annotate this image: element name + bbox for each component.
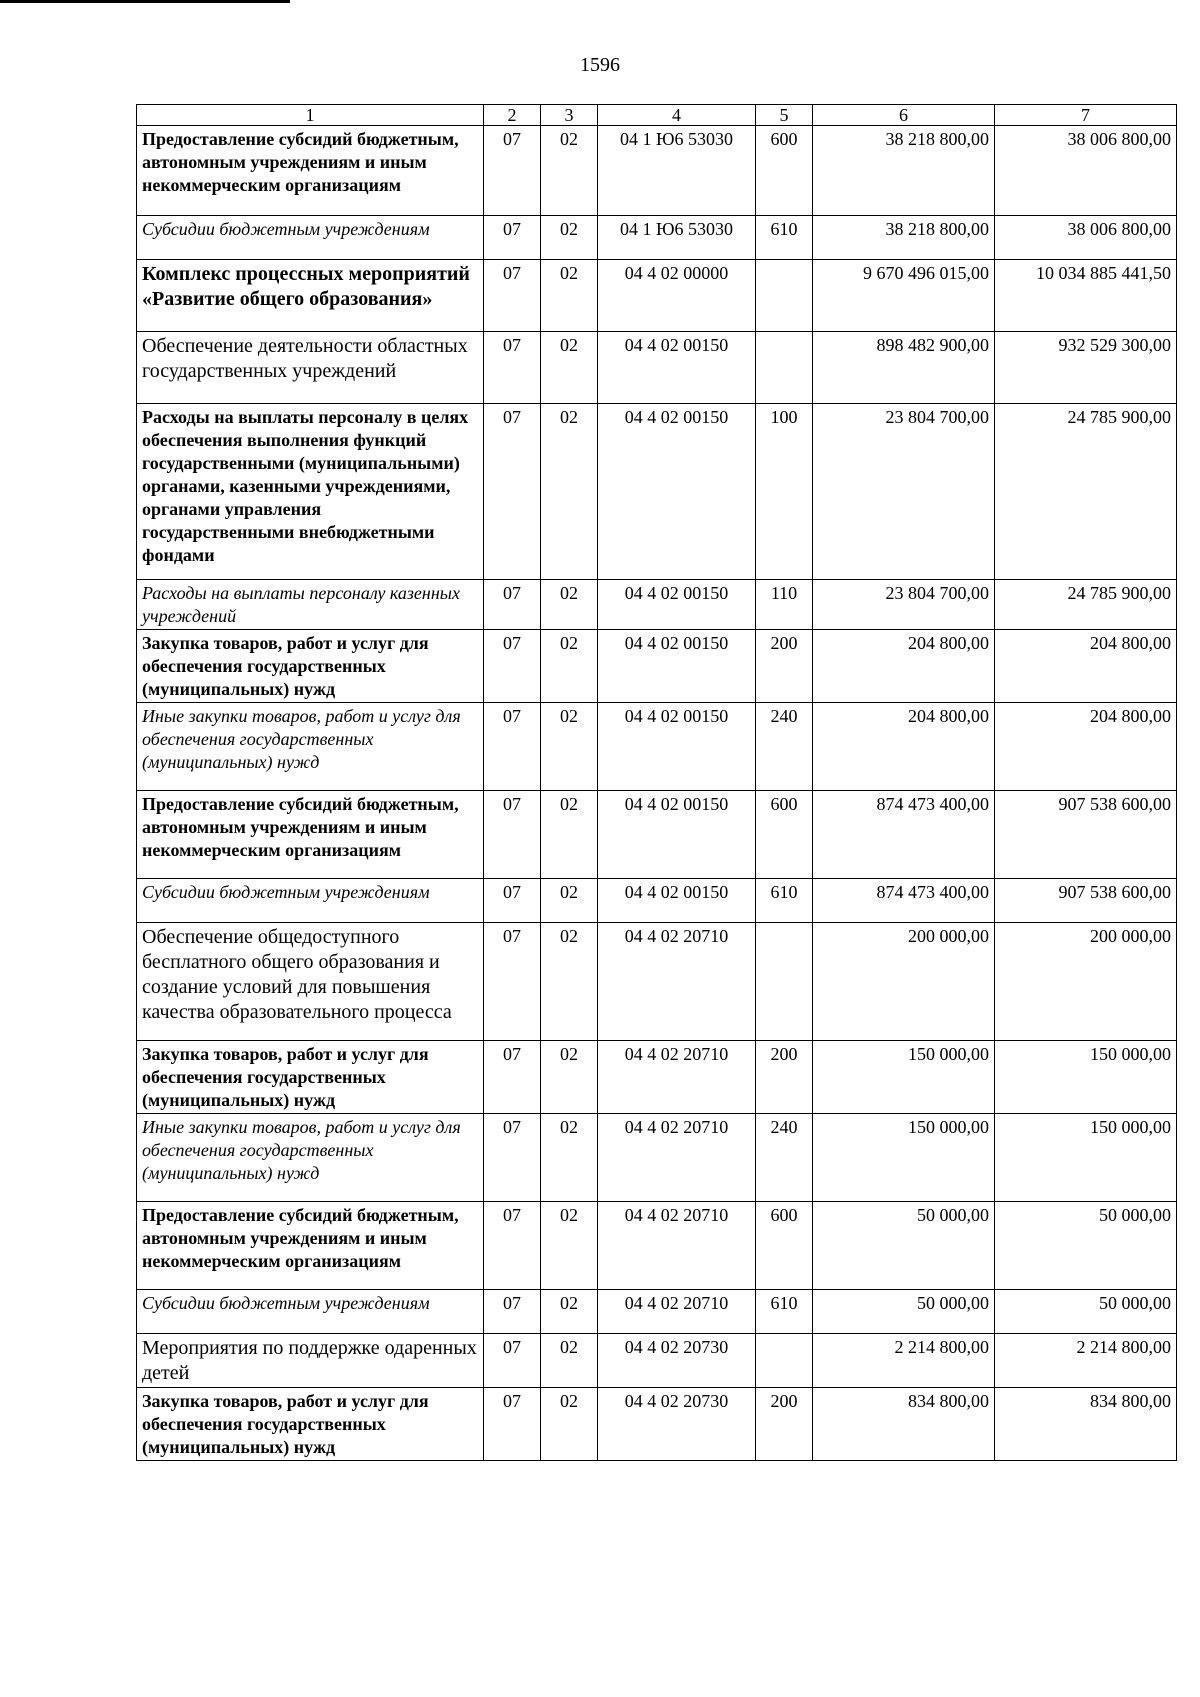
section-code-cell: 07 <box>484 1041 541 1114</box>
expense-type-cell: 100 <box>756 404 813 580</box>
expense-type-cell <box>756 923 813 1041</box>
table-row <box>137 1334 1177 1388</box>
amount-year-2-cell: 834 800,00 <box>995 1388 1177 1461</box>
header-col-7: 7 <box>995 105 1177 126</box>
amount-year-1-cell: 23 804 700,00 <box>813 404 995 580</box>
subsection-code-cell: 02 <box>541 1202 598 1290</box>
section-code-cell: 07 <box>484 703 541 791</box>
amount-year-1-cell: 150 000,00 <box>813 1114 995 1202</box>
row-name-cell: Предоставление субсидий бюджетным, автономным учреждениям и иным некоммерческим организациям <box>137 1202 484 1290</box>
amount-year-2-cell: 150 000,00 <box>995 1041 1177 1114</box>
expense-type-cell: 600 <box>756 1202 813 1290</box>
amount-year-1-cell: 200 000,00 <box>813 923 995 1041</box>
table-row <box>137 1290 1177 1334</box>
expense-type-cell: 600 <box>756 126 813 216</box>
expense-type-cell <box>756 1334 813 1388</box>
section-code-cell: 07 <box>484 1290 541 1334</box>
target-article-cell: 04 4 02 00150 <box>598 879 756 923</box>
expense-type-cell: 610 <box>756 216 813 260</box>
table-row <box>137 1041 1177 1114</box>
target-article-cell: 04 4 02 00150 <box>598 703 756 791</box>
target-article-cell: 04 4 02 20710 <box>598 1041 756 1114</box>
subsection-code-cell: 02 <box>541 1041 598 1114</box>
table-row <box>137 703 1177 791</box>
table-row <box>137 923 1177 1041</box>
subsection-code-cell: 02 <box>541 332 598 404</box>
amount-year-1-cell: 2 214 800,00 <box>813 1334 995 1388</box>
target-article-cell: 04 4 02 20730 <box>598 1388 756 1461</box>
target-article-cell: 04 4 02 00150 <box>598 791 756 879</box>
target-article-cell: 04 1 Ю6 53030 <box>598 126 756 216</box>
row-name-cell: Предоставление субсидий бюджетным, автономным учреждениям и иным некоммерческим организациям <box>137 791 484 879</box>
subsection-code-cell: 02 <box>541 923 598 1041</box>
subsection-code-cell: 02 <box>541 1114 598 1202</box>
table-row <box>137 1114 1177 1202</box>
row-name-cell: Мероприятия по поддержке одаренных детей <box>137 1334 484 1388</box>
table-row <box>137 126 1177 216</box>
header-col-2: 2 <box>484 105 541 126</box>
subsection-code-cell: 02 <box>541 879 598 923</box>
section-code-cell: 07 <box>484 404 541 580</box>
subsection-code-cell: 02 <box>541 126 598 216</box>
amount-year-2-cell: 907 538 600,00 <box>995 879 1177 923</box>
amount-year-1-cell: 23 804 700,00 <box>813 580 995 630</box>
row-name-cell: Комплекс процессных мероприятий «Развитие общего образования» <box>137 260 484 332</box>
table-row <box>137 1388 1177 1461</box>
section-code-cell: 07 <box>484 923 541 1041</box>
subsection-code-cell: 02 <box>541 703 598 791</box>
amount-year-1-cell: 874 473 400,00 <box>813 791 995 879</box>
subsection-code-cell: 02 <box>541 216 598 260</box>
section-code-cell: 07 <box>484 216 541 260</box>
subsection-code-cell: 02 <box>541 1334 598 1388</box>
target-article-cell: 04 4 02 20710 <box>598 1114 756 1202</box>
amount-year-2-cell: 200 000,00 <box>995 923 1177 1041</box>
expense-type-cell: 110 <box>756 580 813 630</box>
row-name-cell: Расходы на выплаты персоналу в целях обеспечения выполнения функций государственными (муниципальными) органами, казенными учреждениями, органами управления государственными внебюджетными фондами <box>137 404 484 580</box>
section-code-cell: 07 <box>484 126 541 216</box>
section-code-cell: 07 <box>484 1202 541 1290</box>
amount-year-1-cell: 204 800,00 <box>813 630 995 703</box>
target-article-cell: 04 4 02 20710 <box>598 923 756 1041</box>
row-name-cell: Закупка товаров, работ и услуг для обеспечения государственных (муниципальных) нужд <box>137 1041 484 1114</box>
target-article-cell: 04 4 02 20710 <box>598 1290 756 1334</box>
expense-type-cell <box>756 260 813 332</box>
subsection-code-cell: 02 <box>541 260 598 332</box>
row-name-cell: Закупка товаров, работ и услуг для обеспечения государственных (муниципальных) нужд <box>137 1388 484 1461</box>
section-code-cell: 07 <box>484 791 541 879</box>
header-row <box>137 105 1177 126</box>
budget-table <box>136 104 1177 1461</box>
table-row <box>137 630 1177 703</box>
subsection-code-cell: 02 <box>541 791 598 879</box>
subsection-code-cell: 02 <box>541 404 598 580</box>
amount-year-2-cell: 24 785 900,00 <box>995 580 1177 630</box>
row-name-cell: Расходы на выплаты персоналу казенных учреждений <box>137 580 484 630</box>
header-col-4: 4 <box>598 105 756 126</box>
target-article-cell: 04 4 02 00150 <box>598 580 756 630</box>
expense-type-cell <box>756 332 813 404</box>
subsection-code-cell: 02 <box>541 1388 598 1461</box>
table-row <box>137 260 1177 332</box>
amount-year-1-cell: 38 218 800,00 <box>813 216 995 260</box>
amount-year-2-cell: 907 538 600,00 <box>995 791 1177 879</box>
amount-year-2-cell: 10 034 885 441,50 <box>995 260 1177 332</box>
expense-type-cell: 200 <box>756 630 813 703</box>
section-code-cell: 07 <box>484 879 541 923</box>
target-article-cell: 04 4 02 20710 <box>598 1202 756 1290</box>
row-name-cell: Субсидии бюджетным учреждениям <box>137 1290 484 1334</box>
amount-year-1-cell: 38 218 800,00 <box>813 126 995 216</box>
amount-year-1-cell: 9 670 496 015,00 <box>813 260 995 332</box>
header-col-1: 1 <box>137 105 484 126</box>
section-code-cell: 07 <box>484 332 541 404</box>
expense-type-cell: 200 <box>756 1041 813 1114</box>
section-code-cell: 07 <box>484 580 541 630</box>
header-col-3: 3 <box>541 105 598 126</box>
row-name-cell: Иные закупки товаров, работ и услуг для обеспечения государственных (муниципальных) нужд <box>137 703 484 791</box>
amount-year-1-cell: 150 000,00 <box>813 1041 995 1114</box>
table-body <box>137 126 1177 1461</box>
amount-year-1-cell: 50 000,00 <box>813 1202 995 1290</box>
top-edge-rule <box>0 0 290 3</box>
amount-year-2-cell: 204 800,00 <box>995 703 1177 791</box>
section-code-cell: 07 <box>484 1334 541 1388</box>
target-article-cell: 04 1 Ю6 53030 <box>598 216 756 260</box>
row-name-cell: Закупка товаров, работ и услуг для обеспечения государственных (муниципальных) нужд <box>137 630 484 703</box>
expense-type-cell: 240 <box>756 1114 813 1202</box>
page-number: 1596 <box>580 54 620 76</box>
table-row <box>137 791 1177 879</box>
expense-type-cell: 600 <box>756 791 813 879</box>
table-row <box>137 216 1177 260</box>
table-row <box>137 879 1177 923</box>
section-code-cell: 07 <box>484 1388 541 1461</box>
expense-type-cell: 610 <box>756 1290 813 1334</box>
table-row <box>137 404 1177 580</box>
header-col-6: 6 <box>813 105 995 126</box>
target-article-cell: 04 4 02 00150 <box>598 630 756 703</box>
row-name-cell: Субсидии бюджетным учреждениям <box>137 879 484 923</box>
amount-year-2-cell: 38 006 800,00 <box>995 126 1177 216</box>
amount-year-2-cell: 204 800,00 <box>995 630 1177 703</box>
amount-year-1-cell: 898 482 900,00 <box>813 332 995 404</box>
table-row <box>137 332 1177 404</box>
amount-year-1-cell: 874 473 400,00 <box>813 879 995 923</box>
header-col-5: 5 <box>756 105 813 126</box>
table-row <box>137 1202 1177 1290</box>
amount-year-2-cell: 50 000,00 <box>995 1202 1177 1290</box>
section-code-cell: 07 <box>484 260 541 332</box>
target-article-cell: 04 4 02 00150 <box>598 332 756 404</box>
amount-year-2-cell: 932 529 300,00 <box>995 332 1177 404</box>
amount-year-2-cell: 38 006 800,00 <box>995 216 1177 260</box>
section-code-cell: 07 <box>484 630 541 703</box>
table-row <box>137 580 1177 630</box>
amount-year-2-cell: 24 785 900,00 <box>995 404 1177 580</box>
row-name-cell: Предоставление субсидий бюджетным, автономным учреждениям и иным некоммерческим организациям <box>137 126 484 216</box>
amount-year-2-cell: 50 000,00 <box>995 1290 1177 1334</box>
expense-type-cell: 200 <box>756 1388 813 1461</box>
subsection-code-cell: 02 <box>541 630 598 703</box>
row-name-cell: Обеспечение общедоступного бесплатного общего образования и создание условий для повышения качества образовательного процесса <box>137 923 484 1041</box>
expense-type-cell: 610 <box>756 879 813 923</box>
row-name-cell: Обеспечение деятельности областных государственных учреждений <box>137 332 484 404</box>
target-article-cell: 04 4 02 20730 <box>598 1334 756 1388</box>
target-article-cell: 04 4 02 00000 <box>598 260 756 332</box>
amount-year-1-cell: 50 000,00 <box>813 1290 995 1334</box>
target-article-cell: 04 4 02 00150 <box>598 404 756 580</box>
subsection-code-cell: 02 <box>541 1290 598 1334</box>
amount-year-2-cell: 150 000,00 <box>995 1114 1177 1202</box>
row-name-cell: Иные закупки товаров, работ и услуг для обеспечения государственных (муниципальных) нужд <box>137 1114 484 1202</box>
subsection-code-cell: 02 <box>541 580 598 630</box>
amount-year-1-cell: 204 800,00 <box>813 703 995 791</box>
amount-year-1-cell: 834 800,00 <box>813 1388 995 1461</box>
expense-type-cell: 240 <box>756 703 813 791</box>
row-name-cell: Субсидии бюджетным учреждениям <box>137 216 484 260</box>
amount-year-2-cell: 2 214 800,00 <box>995 1334 1177 1388</box>
section-code-cell: 07 <box>484 1114 541 1202</box>
